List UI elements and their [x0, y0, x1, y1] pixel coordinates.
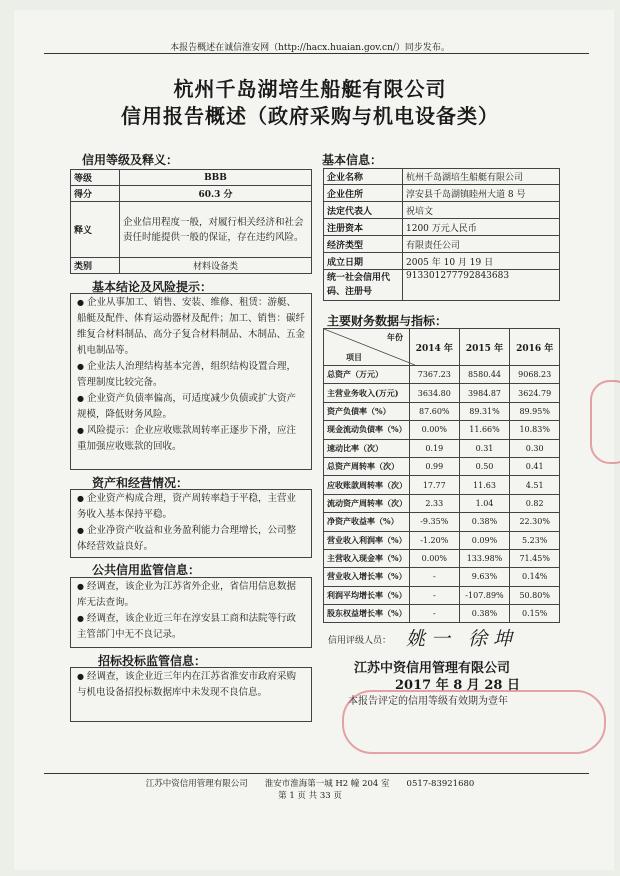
credit-score: 60.3 分	[120, 186, 312, 202]
basic-value: 913301277792843683	[403, 270, 560, 301]
seal-stamp	[342, 690, 606, 754]
finance-value: 3984.87	[459, 384, 510, 402]
validity-note: 本报告评定的信用等级有效期为壹年	[348, 696, 508, 707]
finance-row	[324, 457, 560, 475]
finance-value: 0.19	[410, 439, 460, 457]
conclusion-box	[70, 293, 312, 470]
finance-value: 0.38%	[459, 513, 510, 531]
finance-metric: 主营业务收入(万元)	[324, 384, 410, 402]
credit-table	[70, 169, 312, 274]
finance-metric: 净资产收益率（%）	[324, 513, 410, 531]
finance-row	[324, 513, 560, 531]
bidding-item: ● 经调查，该企业近三年内在江苏省淮安市政府采购与机电设备招投标数据库中未发现不良信息。	[77, 671, 296, 698]
finance-metric: 主营收入现金率（%）	[324, 549, 410, 567]
credit-heading: 信用等级及释义：	[82, 153, 179, 167]
conclusion-item: ● 企业法人治理结构基本完善，组织结构设置合理，管理制度比较完备。	[77, 361, 296, 388]
public-item: ● 经调查，该企业为江苏省外企业，省信用信息数据库无法查询。	[77, 581, 296, 608]
basic-label: 经济类型	[324, 236, 403, 253]
finance-value: 5.23%	[510, 531, 560, 549]
basic-value: 有限责任公司	[403, 236, 560, 253]
credit-definition: 企业信用程度一般，对履行相关经济和社会责任时能提供一般的保证，存在违约风险。	[120, 202, 312, 258]
finance-value: 2.33	[410, 494, 460, 512]
basic-label: 企业住所	[324, 185, 403, 202]
finance-value: 11.66%	[459, 421, 510, 439]
finance-value: 0.15%	[510, 605, 560, 623]
finance-value: 9.63%	[459, 568, 510, 586]
finance-row	[324, 531, 560, 549]
finance-value: 0.00%	[410, 549, 460, 567]
credit-label: 类别	[71, 258, 120, 274]
page-number: 第 1 页 共 33 页	[278, 791, 342, 801]
conclusion-item: ● 企业从事加工、销售、安装、维修、租赁：游艇、船艇及配件、体育运动器材及配件；加工、销售：碳纤维复合材料制品、高分子复合材料制品、木制品、五金机电制品等。	[77, 297, 306, 356]
basic-value: 杭州千岛湖培生船艇有限公司	[403, 169, 560, 185]
finance-value: 8580.44	[459, 366, 510, 384]
evaluator-label: 信用评级人员：	[328, 636, 392, 646]
finance-row	[324, 384, 560, 402]
finance-corner	[324, 329, 410, 366]
finance-metric: 流动资产周转率（次）	[324, 494, 410, 512]
corner-item-label: 项目	[346, 352, 362, 362]
bullet-icon: ●	[77, 362, 84, 371]
finance-heading: 主要财务数据与指标：	[327, 314, 448, 328]
finance-metric: 总资产（万元）	[324, 366, 410, 384]
finance-value: 0.82	[510, 494, 560, 512]
finance-value: 4.51	[510, 476, 560, 494]
finance-value: -107.89%	[459, 586, 510, 604]
bullet-icon: ●	[77, 394, 84, 403]
credit-label: 得分	[71, 186, 120, 202]
finance-value: -	[410, 605, 460, 623]
finance-value: 1.04	[459, 494, 510, 512]
bullet-icon: ●	[77, 426, 84, 435]
company-title: 杭州千岛湖培生船艇有限公司	[173, 77, 447, 101]
year-header: 2016 年	[510, 329, 560, 366]
basic-label: 法定代表人	[324, 202, 403, 219]
finance-metric: 利润平均增长率（%）	[324, 586, 410, 604]
finance-row	[324, 439, 560, 457]
finance-row	[324, 568, 560, 586]
basic-info-table	[323, 168, 560, 301]
assets-item: ● 企业资产构成合理，资产周转率趋于平稳，主营业务收入基本保持平稳。	[77, 493, 296, 520]
assets-item: ● 企业净资产收益和业务盈利能力合理增长，公司整体经营效益良好。	[77, 525, 296, 552]
finance-value: 11.63	[459, 476, 510, 494]
finance-metric: 总资产周转率（次）	[324, 457, 410, 475]
finance-row	[324, 421, 560, 439]
evaluator-signature: 姚一 徐坤	[406, 628, 519, 650]
footer-contact: 江苏中资信用管理有限公司 淮安市淮海第一城 H2 幢 204 室 0517-83921680	[145, 779, 475, 789]
basic-value: 1200 万元人民币	[403, 219, 560, 236]
bullet-icon: ●	[77, 494, 84, 503]
finance-value: 0.38%	[459, 605, 510, 623]
finance-value: 50.80%	[510, 586, 560, 604]
finance-metric: 营业收入利润率（%）	[324, 531, 410, 549]
finance-value: 71.45%	[510, 549, 560, 567]
footer-rule	[44, 773, 589, 774]
finance-value: 22.30%	[510, 513, 560, 531]
conclusion-item: ● 风险提示：企业应收账款周转率正逐步下滑，应注重加强应收账款的回收。	[77, 425, 296, 452]
finance-table	[323, 328, 560, 623]
basic-value: 2005 年 10 月 19 日	[403, 253, 560, 270]
finance-value: 89.95%	[510, 402, 560, 420]
year-header: 2014 年	[410, 329, 460, 366]
corner-year-label: 年份	[387, 332, 403, 342]
finance-value: 0.09%	[459, 531, 510, 549]
finance-metric: 股东权益增长率（%）	[324, 605, 410, 623]
finance-value: 0.50	[459, 457, 510, 475]
basic-label: 统一社会信用代码、注册号	[324, 270, 403, 301]
finance-row	[324, 402, 560, 420]
finance-row	[324, 494, 560, 512]
finance-row	[324, 549, 560, 567]
public-box	[70, 577, 312, 648]
finance-value: -	[410, 586, 460, 604]
bullet-icon: ●	[77, 526, 84, 535]
credit-label: 释义	[71, 202, 120, 258]
finance-metric: 现金流动负债率（%）	[324, 421, 410, 439]
credit-label: 等级	[71, 170, 120, 186]
finance-row	[324, 366, 560, 384]
finance-value: 89.31%	[459, 402, 510, 420]
basic-label: 成立日期	[324, 253, 403, 270]
finance-value: 10.83%	[510, 421, 560, 439]
finance-value: -	[410, 568, 460, 586]
finance-value: 17.77	[410, 476, 460, 494]
finance-metric: 速动比率（次）	[324, 439, 410, 457]
assets-box	[70, 489, 312, 558]
conclusion-item: ● 企业资产负债率偏高，可适度减少负债或扩大资产规模，降低财务风险。	[77, 393, 296, 420]
bullet-icon: ●	[77, 614, 84, 623]
finance-value: 9068.23	[510, 366, 560, 384]
finance-row	[324, 586, 560, 604]
conclusion-heading: 基本结论及风险提示：	[92, 280, 213, 294]
finance-metric: 应收账款周转率（次）	[324, 476, 410, 494]
finance-value: 0.41	[510, 457, 560, 475]
finance-value: 0.14%	[510, 568, 560, 586]
finance-metric: 营业收入增长率（%）	[324, 568, 410, 586]
credit-grade: BBB	[120, 170, 312, 186]
finance-value: 0.30	[510, 439, 560, 457]
credit-category: 材料设备类	[120, 258, 312, 274]
bullet-icon: ●	[77, 298, 84, 307]
finance-value: 0.31	[459, 439, 510, 457]
report-title: 信用报告概述（政府采购与机电设备类）	[121, 104, 499, 128]
org-name: 江苏中资信用管理有限公司	[354, 661, 511, 676]
bullet-icon: ●	[77, 672, 84, 681]
finance-value: -1.20%	[410, 531, 460, 549]
finance-value: -9.35%	[410, 513, 460, 531]
year-header: 2015 年	[459, 329, 510, 366]
finance-value: 3624.79	[510, 384, 560, 402]
basic-label: 企业名称	[324, 169, 403, 185]
finance-value: 3634.80	[410, 384, 460, 402]
header-rule	[44, 53, 589, 54]
basic-label: 注册资本	[324, 219, 403, 236]
edge-seal-stamp	[590, 380, 620, 464]
finance-value: 87.60%	[410, 402, 460, 420]
basic-heading: 基本信息：	[322, 153, 383, 167]
finance-value: 0.00%	[410, 421, 460, 439]
bullet-icon: ●	[77, 582, 84, 591]
assets-heading: 资产和经营情况：	[92, 476, 189, 490]
publication-note: 本报告概述在诚信淮安网（http://hacx.huaian.gov.cn/）同步发布。	[170, 43, 450, 53]
finance-metric: 资产负债率（%）	[324, 402, 410, 420]
public-item: ● 经调查，该企业近三年在淳安县工商和法院等行政主管部门中无不良记录。	[77, 613, 296, 640]
report-date: 2017 年 8 月 28 日	[395, 678, 520, 693]
finance-row	[324, 476, 560, 494]
basic-value: 祝培文	[403, 202, 560, 219]
bidding-heading: 招标投标监管信息：	[98, 654, 207, 668]
finance-row	[324, 605, 560, 623]
public-heading: 公共信用监管信息：	[92, 563, 201, 577]
finance-value: 0.99	[410, 457, 460, 475]
basic-value: 淳安县千岛湖镇睦州大道 8 号	[403, 185, 560, 202]
finance-value: 7367.23	[410, 366, 460, 384]
finance-value: 133.98%	[459, 549, 510, 567]
bidding-box	[70, 667, 312, 722]
